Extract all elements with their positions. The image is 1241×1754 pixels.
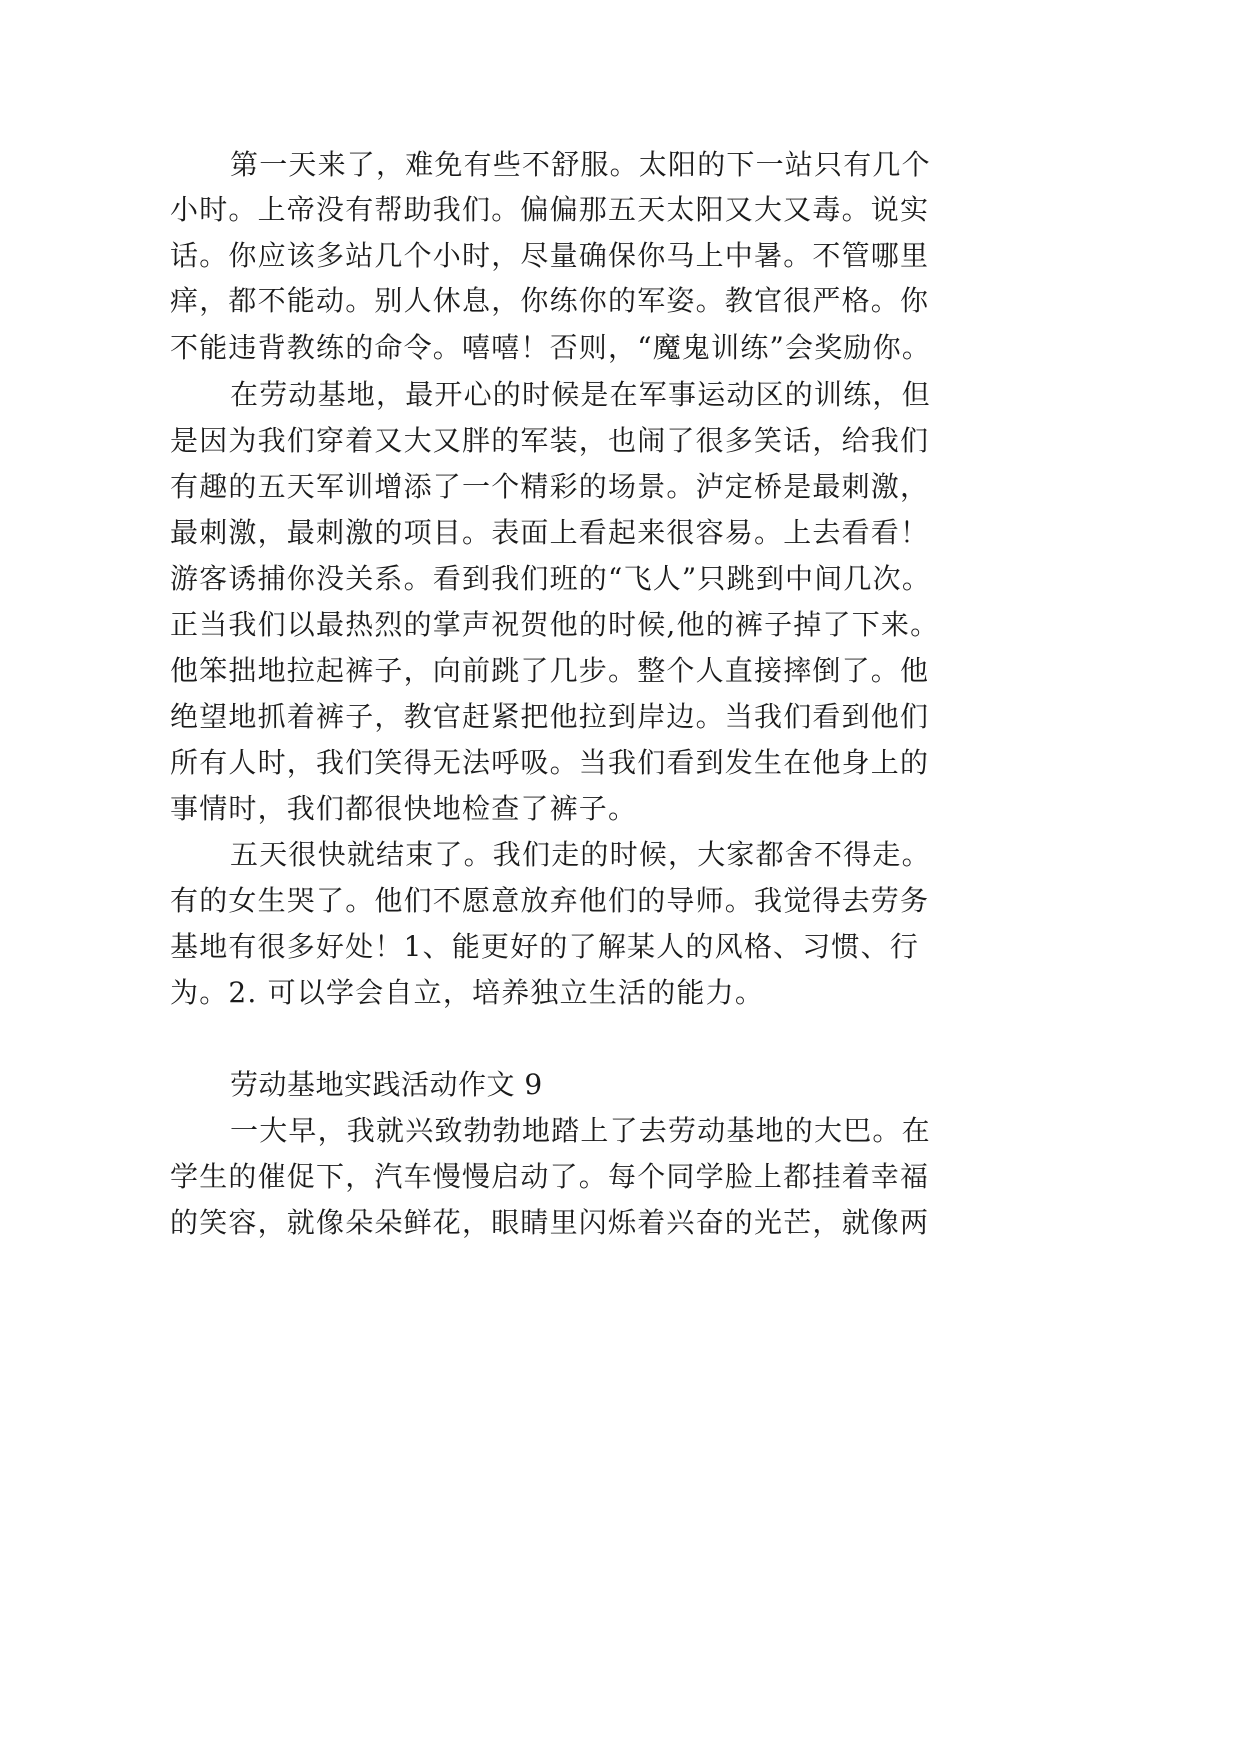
paragraph-1-line-2: 小时。上帝没有帮助我们。偏偏那五天太阳又大又毒。说实 xyxy=(170,193,930,226)
paragraph-2-line-5: 游客诱捕你没关系。看到我们班的“飞人”只跳到中间几次。 xyxy=(170,562,932,595)
paragraph-2-line-3: 有趣的五天军训增添了一个精彩的场景。泸定桥是最刺激， xyxy=(170,470,930,503)
paragraph-4-line-2: 学生的催促下，汽车慢慢启动了。每个同学脸上都挂着幸福 xyxy=(170,1160,930,1193)
paragraph-1-line-3: 话。你应该多站几个小时，尽量确保你马上中暑。不管哪里 xyxy=(170,239,930,272)
paragraph-1-line-5: 不能违背教练的命令。嘻嘻！否则，“魔鬼训练”会奖励你。 xyxy=(170,331,932,364)
paragraph-4-line-3: 的笑容，就像朵朵鲜花，眼睛里闪烁着兴奋的光芒，就像两 xyxy=(170,1206,930,1239)
paragraph-2-line-9: 所有人时，我们笑得无法呼吸。当我们看到发生在他身上的 xyxy=(170,746,930,779)
paragraph-4-line-1: 一大早，我就兴致勃勃地踏上了去劳动基地的大巴。在 xyxy=(230,1114,931,1147)
paragraph-2-line-1: 在劳动基地，最开心的时候是在军事运动区的训练，但 xyxy=(230,378,931,411)
paragraph-3-line-4: 为。2. 可以学会自立，培养独立生活的能力。 xyxy=(170,976,765,1009)
paragraph-2-line-6: 正当我们以最热烈的掌声祝贺他的时候,他的裤子掉了下来。 xyxy=(170,608,940,641)
section-heading: 劳动基地实践活动作文 9 xyxy=(230,1068,543,1101)
paragraph-3-line-2: 有的女生哭了。他们不愿意放弃他们的导师。我觉得去劳务 xyxy=(170,884,930,917)
paragraph-2-line-2: 是因为我们穿着又大又胖的军装，也闹了很多笑话，给我们 xyxy=(170,424,930,457)
paragraph-3-line-1: 五天很快就结束了。我们走的时候，大家都舍不得走。 xyxy=(230,838,931,871)
paragraph-2-line-10: 事情时，我们都很快地检查了裤子。 xyxy=(170,792,638,825)
paragraph-1-line-4: 痒，都不能动。别人休息，你练你的军姿。教官很严格。你 xyxy=(170,284,930,317)
paragraph-3-line-3: 基地有很多好处！1、能更好的了解某人的风格、习惯、行 xyxy=(170,930,920,963)
paragraph-2-line-7: 他笨拙地拉起裤子，向前跳了几步。整个人直接摔倒了。他 xyxy=(170,654,930,687)
paragraph-1-line-1: 第一天来了，难免有些不舒服。太阳的下一站只有几个 xyxy=(230,148,931,181)
paragraph-2-line-4: 最刺激，最刺激的项目。表面上看起来很容易。上去看看！ xyxy=(170,516,930,549)
paragraph-2-line-8: 绝望地抓着裤子，教官赶紧把他拉到岸边。当我们看到他们 xyxy=(170,700,930,733)
